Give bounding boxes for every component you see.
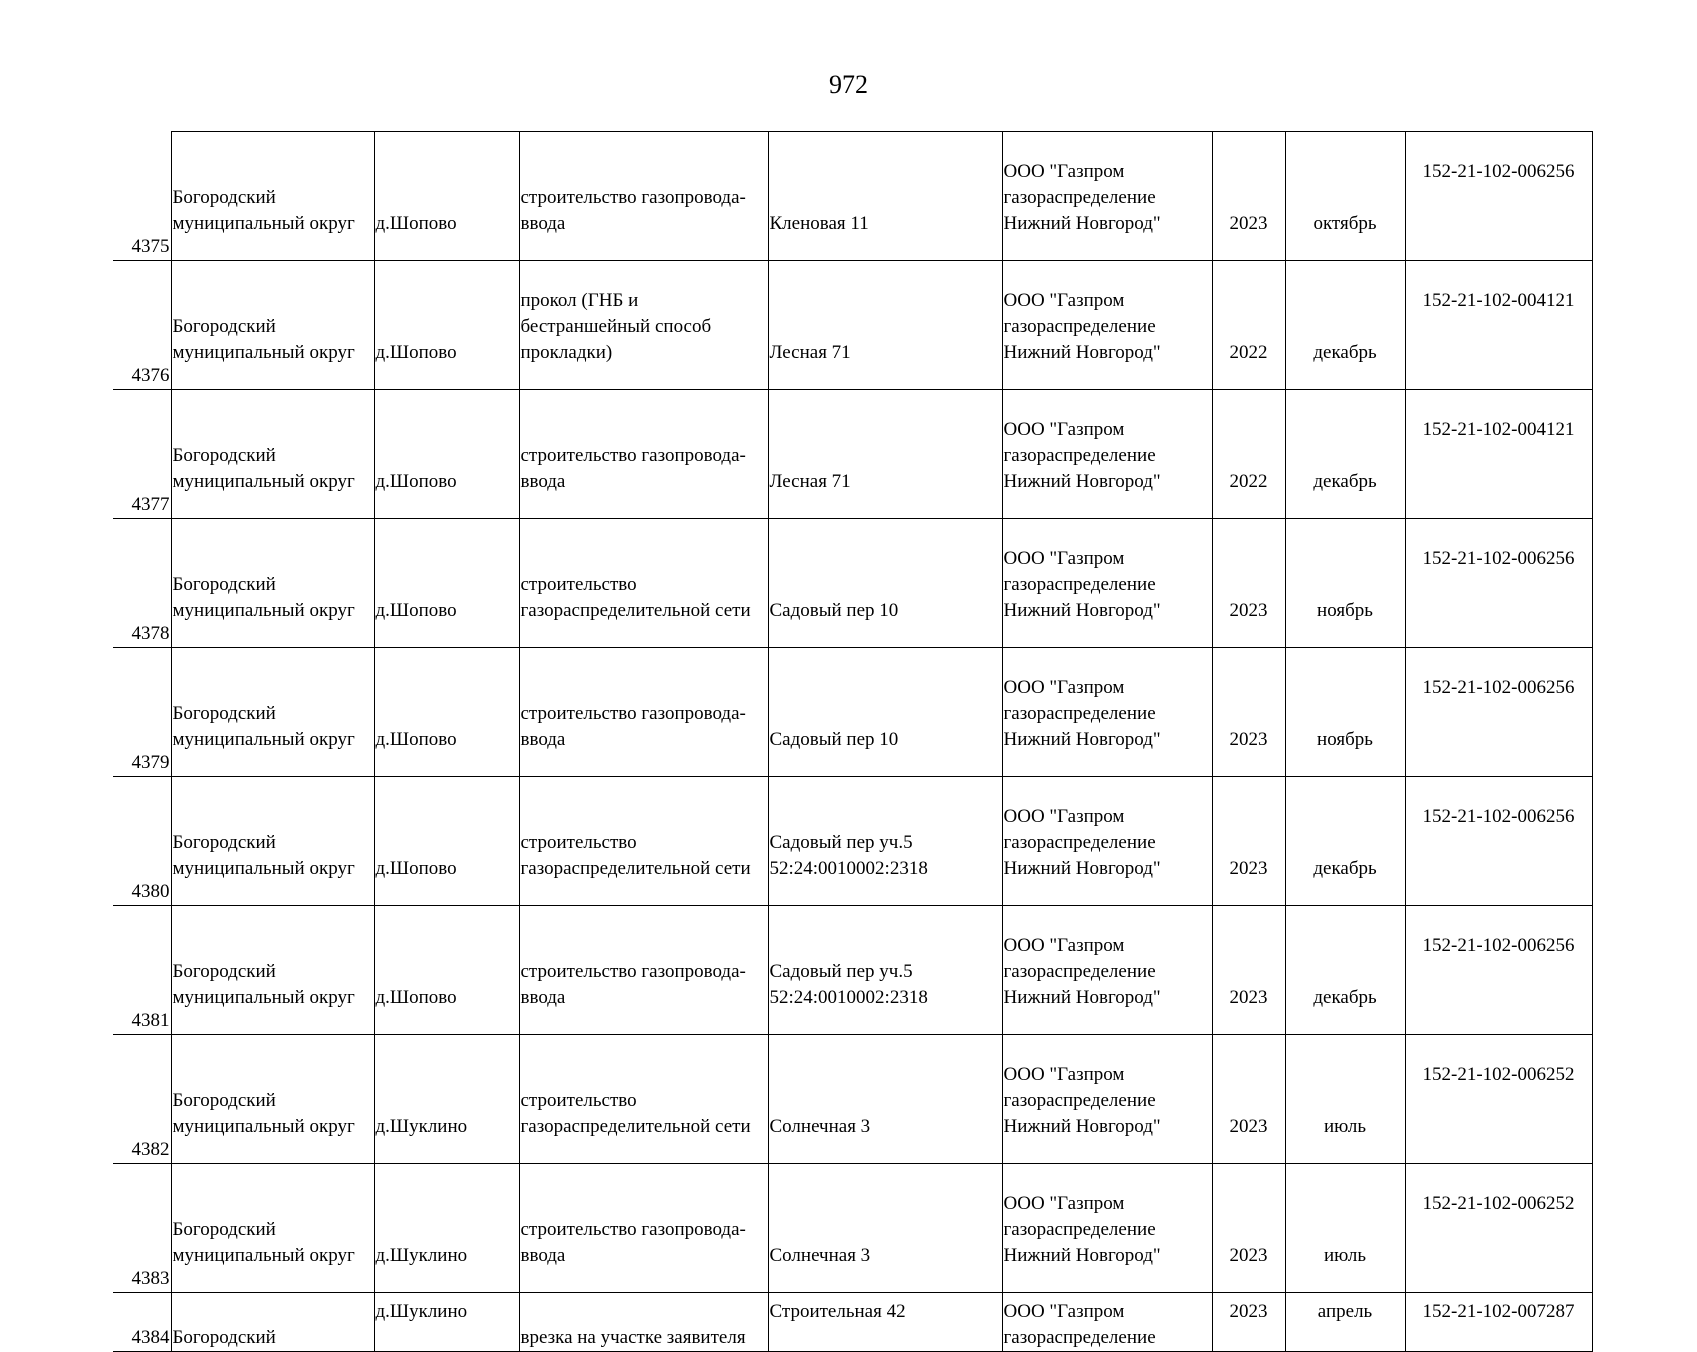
- village-cell: д.Шопово: [374, 648, 519, 777]
- row-number: 4382: [113, 1035, 171, 1164]
- month-cell: июль: [1285, 1164, 1405, 1293]
- row-number: 4378: [113, 519, 171, 648]
- organization-cell: ООО "Газпром газораспределение Нижний Новгород": [1002, 390, 1212, 519]
- organization-cell: ООО "Газпром газораспределение Нижний Новгород": [1002, 132, 1212, 261]
- village-cell: д.Шопово: [374, 390, 519, 519]
- code-cell: 152-21-102-004121: [1405, 261, 1592, 390]
- organization-cell: ООО "Газпром газораспределение Нижний Новгород": [1002, 1035, 1212, 1164]
- district-cell: Богородский муниципальный округ: [171, 906, 374, 1035]
- code-cell: 152-21-102-006256: [1405, 132, 1592, 261]
- month-cell: декабрь: [1285, 906, 1405, 1035]
- code-cell: 152-21-102-004121: [1405, 390, 1592, 519]
- district-cell: Богородский: [171, 1293, 374, 1352]
- district-cell: Богородский муниципальный округ: [171, 390, 374, 519]
- year-cell: 2022: [1212, 261, 1285, 390]
- village-cell: д.Шопово: [374, 519, 519, 648]
- work-type-cell: прокол (ГНБ и бестраншейный способ прокладки): [519, 261, 768, 390]
- row-number: 4375: [113, 132, 171, 261]
- table-row: [113, 519, 1592, 648]
- table-row: [113, 1293, 1592, 1352]
- village-cell: д.Шуклино: [374, 1035, 519, 1164]
- address-cell: Садовый пер 10: [768, 519, 1002, 648]
- organization-cell: ООО "Газпром газораспределение Нижний Новгород": [1002, 777, 1212, 906]
- month-cell: декабрь: [1285, 777, 1405, 906]
- organization-cell: ООО "Газпром газораспределение Нижний Новгород": [1002, 261, 1212, 390]
- table-body: [113, 132, 1592, 1352]
- organization-cell: ООО "Газпром газораспределение Нижний Новгород": [1002, 648, 1212, 777]
- district-cell: Богородский муниципальный округ: [171, 261, 374, 390]
- address-cell: Кленовая 11: [768, 132, 1002, 261]
- year-cell: 2023: [1212, 648, 1285, 777]
- village-cell: д.Шуклино: [374, 1293, 519, 1352]
- year-cell: 2023: [1212, 1035, 1285, 1164]
- address-cell: Садовый пер уч.5 52:24:0010002:2318: [768, 777, 1002, 906]
- row-number: 4377: [113, 390, 171, 519]
- district-cell: Богородский муниципальный округ: [171, 1035, 374, 1164]
- district-cell: Богородский муниципальный округ: [171, 777, 374, 906]
- district-cell: Богородский муниципальный округ: [171, 1164, 374, 1293]
- address-cell: Садовый пер 10: [768, 648, 1002, 777]
- table-row: [113, 648, 1592, 777]
- year-cell: 2023: [1212, 1164, 1285, 1293]
- work-type-cell: строительство газопровода- ввода: [519, 132, 768, 261]
- work-type-cell: строительство газораспределительной сети: [519, 519, 768, 648]
- work-type-cell: строительство газопровода- ввода: [519, 390, 768, 519]
- address-cell: Строительная 42: [768, 1293, 1002, 1352]
- work-type-cell: строительство газопровода- ввода: [519, 648, 768, 777]
- village-cell: д.Шопово: [374, 906, 519, 1035]
- row-number: 4380: [113, 777, 171, 906]
- row-number: 4383: [113, 1164, 171, 1293]
- village-cell: д.Шопово: [374, 777, 519, 906]
- code-cell: 152-21-102-006252: [1405, 1164, 1592, 1293]
- organization-cell: ООО "Газпром газораспределение: [1002, 1293, 1212, 1352]
- month-cell: ноябрь: [1285, 648, 1405, 777]
- month-cell: октябрь: [1285, 132, 1405, 261]
- address-cell: Лесная 71: [768, 390, 1002, 519]
- address-cell: Солнечная 3: [768, 1164, 1002, 1293]
- year-cell: 2023: [1212, 519, 1285, 648]
- table-row: [113, 132, 1592, 261]
- table-row: [113, 906, 1592, 1035]
- code-cell: 152-21-102-006256: [1405, 519, 1592, 648]
- row-number: 4376: [113, 261, 171, 390]
- work-type-cell: строительство газораспределительной сети: [519, 1035, 768, 1164]
- organization-cell: ООО "Газпром газораспределение Нижний Новгород": [1002, 1164, 1212, 1293]
- village-cell: д.Шопово: [374, 261, 519, 390]
- work-type-cell: врезка на участке заявителя: [519, 1293, 768, 1352]
- year-cell: 2023: [1212, 1293, 1285, 1352]
- year-cell: 2023: [1212, 777, 1285, 906]
- registry-table: [113, 131, 1593, 1352]
- year-cell: 2023: [1212, 906, 1285, 1035]
- row-number: 4384: [113, 1293, 171, 1352]
- address-cell: Солнечная 3: [768, 1035, 1002, 1164]
- row-number: 4379: [113, 648, 171, 777]
- work-type-cell: строительство газораспределительной сети: [519, 777, 768, 906]
- address-cell: Садовый пер уч.5 52:24:0010002:2318: [768, 906, 1002, 1035]
- table-row: [113, 777, 1592, 906]
- page-number: 972: [829, 70, 868, 99]
- code-cell: 152-21-102-006256: [1405, 906, 1592, 1035]
- table-row: [113, 390, 1592, 519]
- organization-cell: ООО "Газпром газораспределение Нижний Новгород": [1002, 906, 1212, 1035]
- month-cell: ноябрь: [1285, 519, 1405, 648]
- district-cell: Богородский муниципальный округ: [171, 132, 374, 261]
- table-row: [113, 261, 1592, 390]
- work-type-cell: строительство газопровода- ввода: [519, 906, 768, 1035]
- code-cell: 152-21-102-007287: [1405, 1293, 1592, 1352]
- work-type-cell: строительство газопровода- ввода: [519, 1164, 768, 1293]
- year-cell: 2022: [1212, 390, 1285, 519]
- district-cell: Богородский муниципальный округ: [171, 519, 374, 648]
- code-cell: 152-21-102-006256: [1405, 777, 1592, 906]
- table-row: [113, 1164, 1592, 1293]
- address-cell: Лесная 71: [768, 261, 1002, 390]
- month-cell: декабрь: [1285, 261, 1405, 390]
- district-cell: Богородский муниципальный округ: [171, 648, 374, 777]
- month-cell: июль: [1285, 1035, 1405, 1164]
- row-number: 4381: [113, 906, 171, 1035]
- village-cell: д.Шуклино: [374, 1164, 519, 1293]
- month-cell: декабрь: [1285, 390, 1405, 519]
- code-cell: 152-21-102-006256: [1405, 648, 1592, 777]
- village-cell: д.Шопово: [374, 132, 519, 261]
- code-cell: 152-21-102-006252: [1405, 1035, 1592, 1164]
- organization-cell: ООО "Газпром газораспределение Нижний Новгород": [1002, 519, 1212, 648]
- table-row: [113, 1035, 1592, 1164]
- year-cell: 2023: [1212, 132, 1285, 261]
- month-cell: апрель: [1285, 1293, 1405, 1352]
